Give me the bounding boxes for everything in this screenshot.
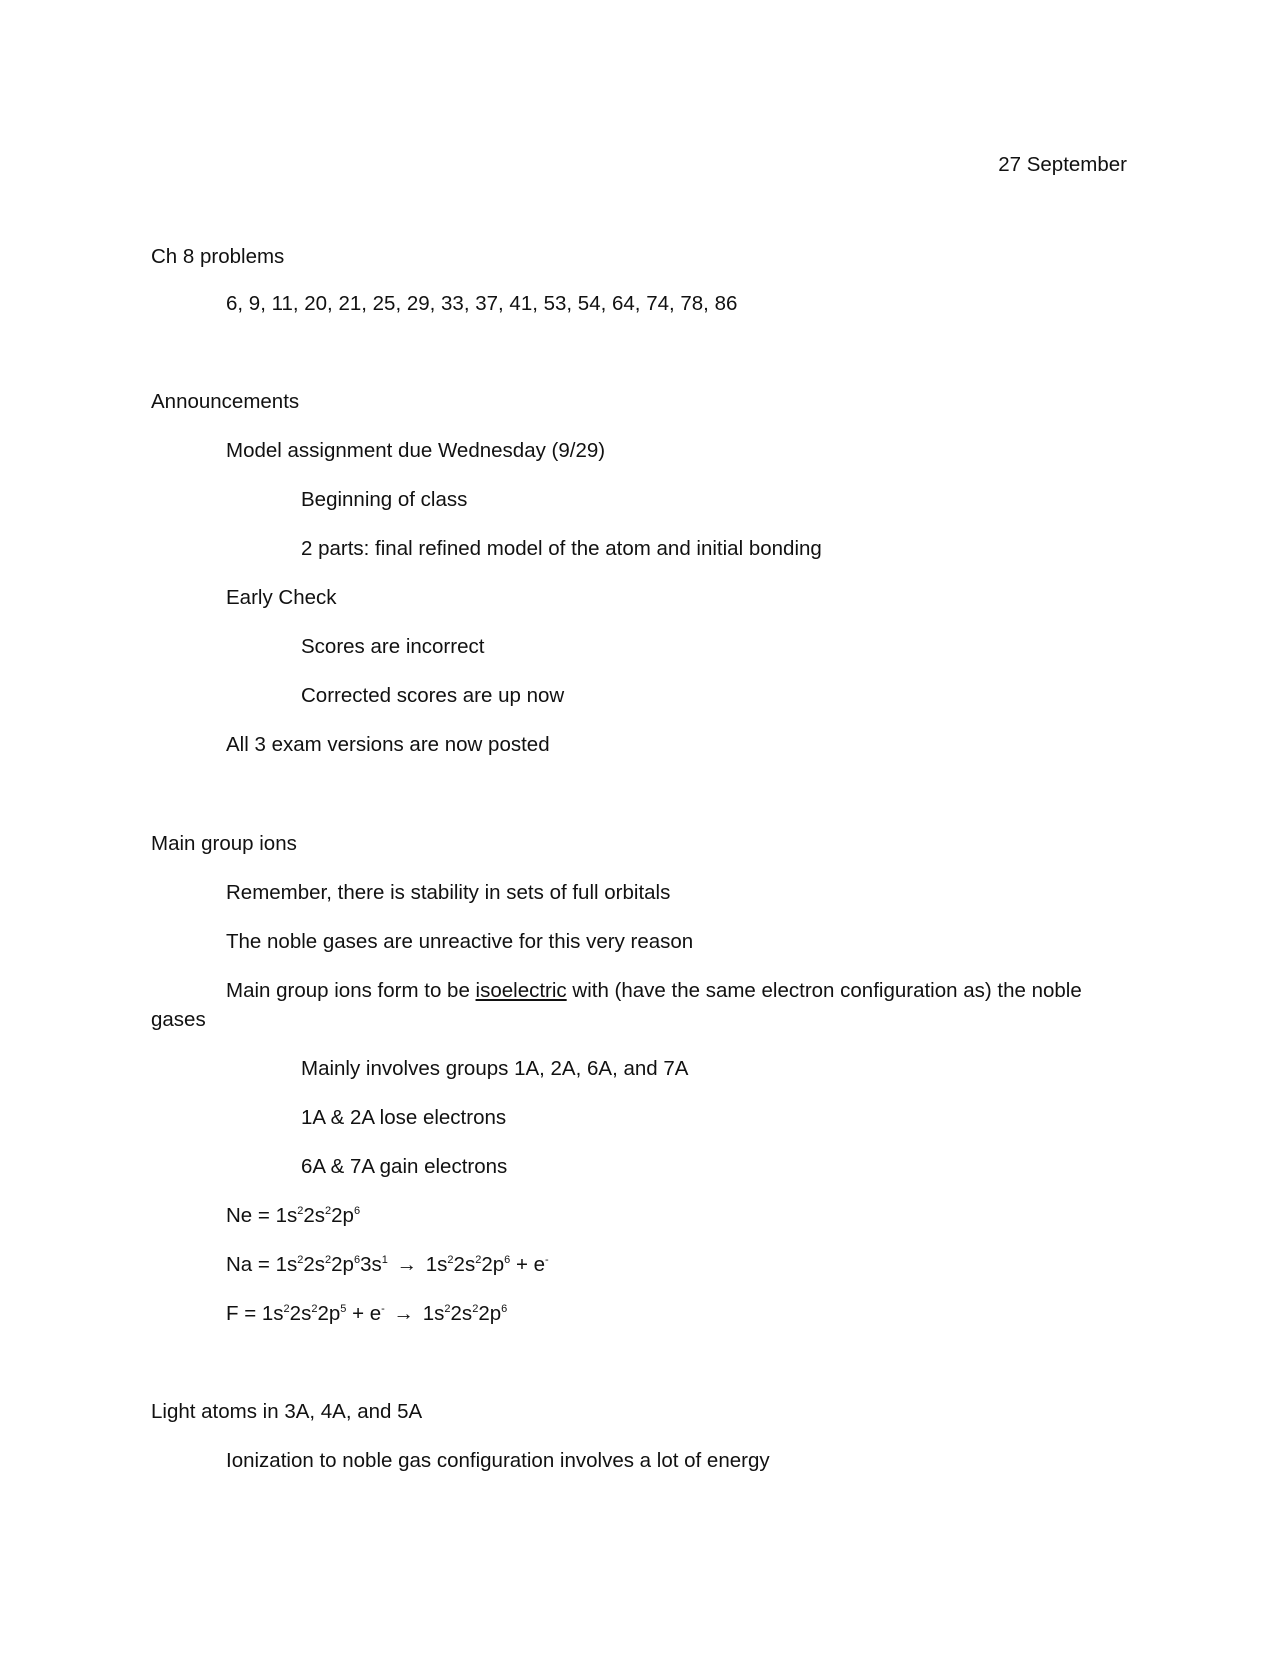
document-date: 27 September	[998, 153, 1127, 176]
noble-gases-item: The noble gases are unreactive for this very reason	[226, 930, 694, 953]
ch8-heading: Ch 8 problems	[151, 245, 285, 268]
ne-configuration: $Ne = 1s^22s^22p^6$	[226, 1204, 361, 1227]
two-parts-item: 2 parts: final refined model of the atom and initial bonding	[301, 537, 822, 560]
model-assignment-item: Model assignment due Wednesday (9/29)	[226, 439, 606, 462]
ne-label: Ne =	[226, 1204, 276, 1227]
na-label: Na =	[226, 1253, 276, 1276]
early-check-item: Early Check	[226, 586, 337, 609]
reaction-arrow-icon: →	[396, 1253, 418, 1276]
lose-electrons-item: 1A & 2A lose electrons	[301, 1106, 507, 1129]
electron-charge: -	[545, 1254, 549, 1266]
ionization-item: Ionization to noble gas configuration involves a lot of energy	[226, 1449, 770, 1472]
main-group-heading: Main group ions	[151, 832, 297, 855]
reaction-arrow-icon: →	[393, 1302, 415, 1325]
electron-charge: -	[381, 1303, 385, 1315]
announcements-heading: Announcements	[151, 390, 300, 413]
gain-electrons-item: 6A & 7A gain electrons	[301, 1155, 508, 1178]
isoelectric-term: isoelectric	[475, 979, 567, 1002]
isoelectric-prefix: Main group ions form to be	[226, 979, 476, 1002]
ch8-problem-list: 6, 9, 11, 20, 21, 25, 29, 33, 37, 41, 53, 54, 64, 74, 78, 86	[226, 292, 738, 315]
mainly-groups-item: Mainly involves groups 1A, 2A, 6A, and 7A	[301, 1057, 689, 1080]
remember-item: Remember, there is stability in sets of full orbitals	[226, 881, 671, 904]
scores-incorrect-item: Scores are incorrect	[301, 635, 485, 658]
electron-symbol: e	[533, 1253, 546, 1276]
light-atoms-heading: Light atoms in 3A, 4A, and 5A	[151, 1400, 423, 1423]
isoelectric-wrap: gases	[151, 1008, 206, 1031]
electron-symbol: e	[369, 1302, 382, 1325]
f-label: F =	[226, 1302, 262, 1325]
corrected-scores-item: Corrected scores are up now	[301, 684, 565, 707]
isoelectric-suffix: with (have the same electron configuration as) the noble	[566, 979, 1082, 1002]
isoelectric-item	[226, 981, 1082, 1002]
exam-versions-item: All 3 exam versions are now posted	[226, 733, 550, 756]
plus-sign: +	[346, 1302, 370, 1325]
plus-sign: +	[510, 1253, 534, 1276]
na-configuration: $Na = 1s^22s^22p^63s^1 \to 1s^22s^22p^6 + e^-$	[226, 1253, 549, 1276]
beginning-of-class-item: Beginning of class	[301, 488, 468, 511]
f-configuration: $F = 1s^22s^22p^5 + e^- \to 1s^22s^22p^6$	[226, 1302, 508, 1325]
